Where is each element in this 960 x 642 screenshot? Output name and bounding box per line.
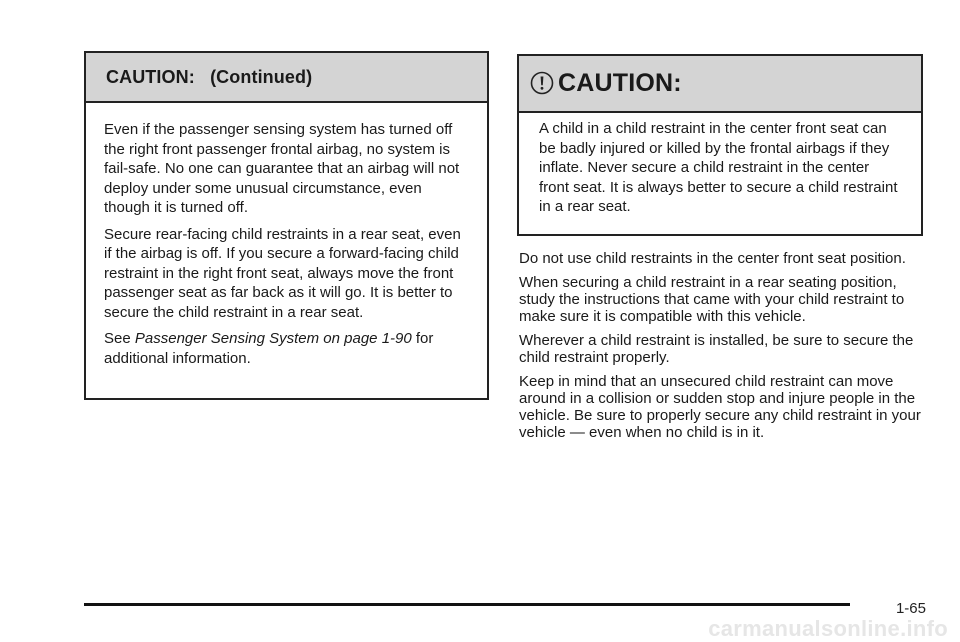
caution-body <box>86 103 487 368</box>
page-number: 1-65 <box>895 600 926 617</box>
body-paragraph: Do not use child restraints in the center front seat position. <box>519 250 906 267</box>
caution-title: CAUTION: (Continued) <box>106 67 313 87</box>
caution-body <box>519 113 921 217</box>
caution-title: CAUTION: <box>558 69 682 97</box>
reference-suffix: for additional information. <box>104 330 434 367</box>
body-paragraph: Keep in mind that an unsecured child restraint can move around in a collision or sudden stop and injure people in the vehicle. Be sure to properly secure any child restraint in your vehicle — even when no child is in it. <box>519 373 921 441</box>
body-paragraph: Wherever a child restraint is installed, be sure to secure the child restraint properly. <box>519 332 914 366</box>
caution-box-continued <box>84 51 489 400</box>
caution-paragraph: Even if the passenger sensing system has turned off the right front passenger frontal airbag, no system is fail-safe. No one can guarantee that an airbag will not deploy under some unusual circumstance, even though it is turned off. <box>104 121 460 216</box>
body-paragraph: When securing a child restraint in a rear seating position, study the instructions that came with your child restraint to make sure it is compatible with this vehicle. <box>519 274 905 325</box>
caution-paragraph: Secure rear-facing child restraints in a rear seat, even if the airbag is off. If you secure a forward-facing child restraint in the right front seat, always move the front passenger seat as far back as it will go. It is better to secure the child restraint in a rear seat. <box>104 225 461 321</box>
caution-header <box>86 53 487 103</box>
caution-paragraph: A child in a child restraint in the center front seat can be badly injured or killed by the frontal airbags if they inflate. Never secure a child restraint in the center front seat. It is always better to secure a child restraint in a rear seat. <box>539 120 898 215</box>
caution-paragraph-reference <box>104 329 469 368</box>
caution-header <box>519 56 921 113</box>
warning-circle-icon <box>530 71 554 95</box>
body-text <box>519 250 929 448</box>
see-label: See <box>104 330 131 347</box>
caution-box <box>517 54 923 236</box>
cross-reference-link[interactable]: Passenger Sensing System on page 1-90 <box>134 330 412 347</box>
watermark: carmanualsonline.info <box>708 616 948 641</box>
